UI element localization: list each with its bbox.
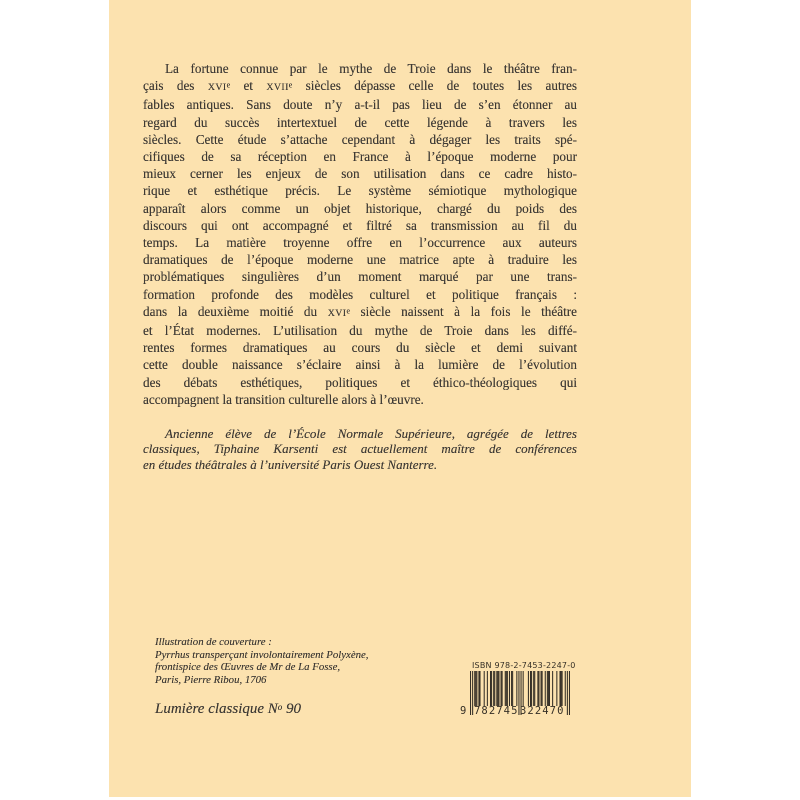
text-run: siècle naissent à la fois le théâtre [349,303,577,319]
text-line [143,234,577,251]
text-line [143,131,577,148]
text-run: mieux cerner les enjeux de son utilisation dans ce cadre histo- [143,166,577,182]
synopsis-paragraph [143,60,577,408]
text-line [143,200,577,217]
text-run: Pyrrhus transperçant involontairement Polyxène, [155,648,369,661]
text-line [143,251,577,268]
superscript-text: e [226,80,231,90]
text-run: siècles dépasse celle de toutes les autres [292,78,577,94]
text-run: accompagnent la transition culturelle alors à l’œuvre. [143,391,424,407]
text-line [143,356,577,373]
barcode-digits-group2: 322470 [520,705,565,717]
text-line [143,77,577,96]
text-line [143,182,577,199]
text-line [143,268,577,285]
barcode-digits-group1: 782745 [474,705,519,717]
text-run: et l’État modernes. L’utilisation du mythe de Troie dans les diffé- [143,323,577,339]
superscript-text: e [288,80,293,90]
text-run: problématiques singulières d’un moment marqué par une trans- [143,269,577,285]
text-run: rentes formes dramatiques au cours du siècle et demi suivant [143,340,577,356]
text-run: fables antiques. Sans doute n’y a-t-il pas lieu de s’en étonner au [143,97,577,113]
text-line [143,391,577,408]
text-line [143,426,577,441]
text-line [143,217,577,234]
text-run: Illustration de couverture : [155,636,272,648]
text-run: çais des [143,78,208,94]
text-run: cette double naissance s’éclaire ainsi à la lumière de l’évolution [143,357,577,373]
text-run: Paris, Pierre Ribou, 1706 [155,673,267,686]
text-line [143,322,577,339]
superscript-text: e [346,306,350,316]
text-run: 90 [282,701,302,717]
text-run: discours qui ont accompagné et filtré sa transmission au fil du [143,217,577,233]
text-line [143,303,577,322]
text-line [143,441,577,456]
text-run: regard du succès intertextuel de cette légende à travers les [143,114,577,130]
text-line [155,674,485,687]
text-line [155,649,485,662]
text-run: siècles. Cette étude s’attache cependant à dégager les traits spé- [143,131,577,147]
isbn-barcode [460,661,578,721]
text-run: rique et esthétique précis. Le système sémiotique mythologique [143,183,577,199]
small-caps-text: XVI [327,307,347,319]
text-line [143,286,577,303]
text-line [155,636,485,649]
text-run: dramatiques de l’époque moderne une matrice apte à traduire les [143,252,577,268]
text-run: apparaît alors comme un objet historique, chargé du poids des [143,200,577,216]
text-line [143,457,577,472]
small-caps-text: XVI [207,82,227,94]
cover-illustration-credit [155,636,485,686]
text-run: temps. La matière troyenne offre en l’occurrence aux auteurs [143,235,577,251]
collection-series-label [155,701,301,718]
text-run: Lumière classique N [155,701,278,717]
text-line [143,60,577,77]
text-line [143,165,577,182]
text-line [143,339,577,356]
isbn-number-label: ISBN 978-2-7453-2247-0 [472,661,576,670]
small-caps-text: XVII [266,82,289,94]
text-run: dans la deuxième moitié du [143,303,328,319]
text-run: en études théâtrales à l’université Paris Ouest Nanterre. [143,456,438,472]
text-run: et [230,78,267,94]
text-run: des débats esthétiques, politiques et éthico-théologiques qui [143,374,577,390]
author-bio-paragraph [143,426,577,472]
superscript-text: o [277,702,283,713]
text-run: frontispice des Œuvres de Mr de La Fosse, [155,661,341,673]
barcode-prefix-digit: 9 [460,705,467,717]
text-line [143,114,577,131]
text-run: classiques, Tiphaine Karsenti est actuellement maître de conférences [143,441,577,457]
text-run: Ancienne élève de l’École Normale Supérieure, agrégée de lettres [165,426,577,441]
book-back-cover [109,0,691,797]
text-run: formation profonde des modèles culturel et politique français : [143,286,577,302]
text-line [155,661,485,674]
text-run: La fortune connue par le mythe de Troie dans le théâtre fran- [165,61,577,76]
text-line [143,96,577,113]
text-line [143,148,577,165]
text-line [143,374,577,391]
text-run: cifiques de sa réception en France à l’époque moderne pour [143,149,577,165]
